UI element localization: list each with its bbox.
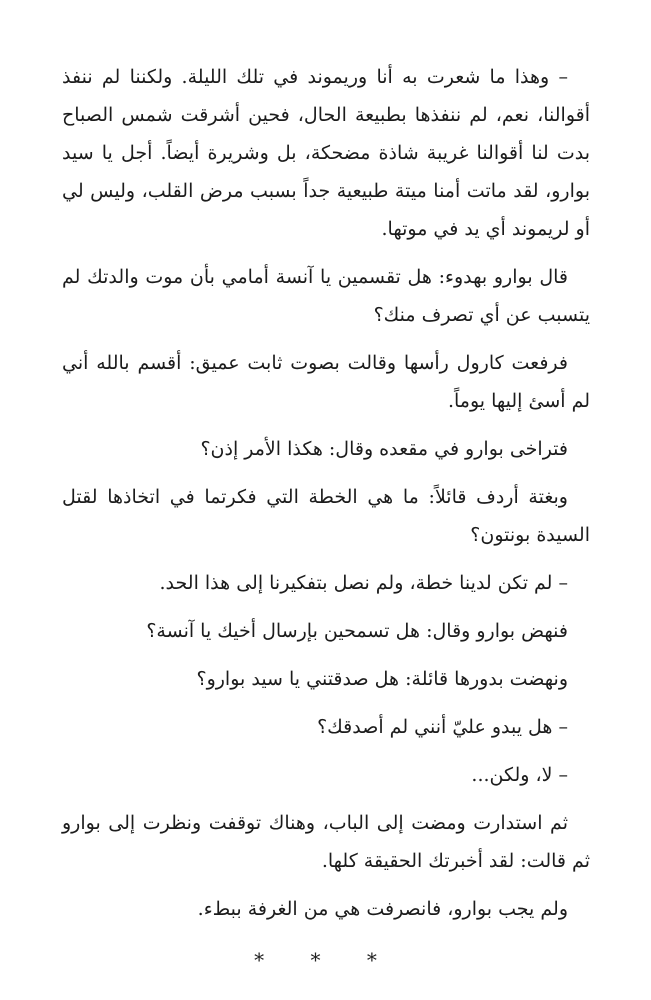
paragraph-8: ونهضت بدورها قائلة: هل صدقتني يا سيد بوارو؟	[196, 668, 568, 690]
page-body	[62, 58, 590, 938]
section-break-ornament: * * *	[254, 948, 397, 972]
paragraph-3: فرفعت كارول رأسها وقالت بصوت ثابت عميق: أقسم بالله أني لم أسئ إليها يوماً.	[62, 352, 590, 412]
paragraph-5: وبغتة أردف قائلاً: ما هي الخطة التي فكرتما في اتخاذها لقتل السيدة بونتون؟	[62, 486, 590, 546]
paragraph-2: قال بوارو بهدوء: هل تقسمين يا آنسة أمامي بأن موت والدتك لم يتسبب عن أي تصرف منك؟	[62, 266, 590, 326]
paragraph-10: – لا، ولكن...	[471, 764, 568, 786]
paragraph-12: ولم يجب بوارو، فانصرفت هي من الغرفة ببطء.	[197, 898, 568, 920]
paragraph-4: فتراخى بوارو في مقعده وقال: هكذا الأمر إذن؟	[200, 438, 568, 460]
paragraph-9: – هل يبدو عليّ أنني لم أصدقك؟	[317, 716, 568, 738]
paragraph-7: فنهض بوارو وقال: هل تسمحين بإرسال أخيك يا آنسة؟	[146, 620, 568, 642]
paragraph-1: – وهذا ما شعرت به أنا وريموند في تلك الليلة. ولكننا لم ننفذ أقوالنا، نعم، لم ننفذها بطبيعة الحال، فحين أشرقت شمس الصباح بدت لنا أقوالنا غريبة شاذة مضحكة، بل وشريرة أيضاً. أجل يا سيد بوارو، لقد ماتت أمنا ميتة طبيعية جداً بسبب مرض القلب، وليس لي أو لريموند أي يد في موتها.	[62, 66, 590, 240]
paragraph-11: ثم استدارت ومضت إلى الباب، وهناك توقفت ونظرت إلى بوارو ثم قالت: لقد أخبرتك الحقيقة كلها.	[62, 812, 590, 872]
paragraph-6: – لم تكن لدينا خطة، ولم نصل بتفكيرنا إلى هذا الحد.	[159, 572, 568, 594]
